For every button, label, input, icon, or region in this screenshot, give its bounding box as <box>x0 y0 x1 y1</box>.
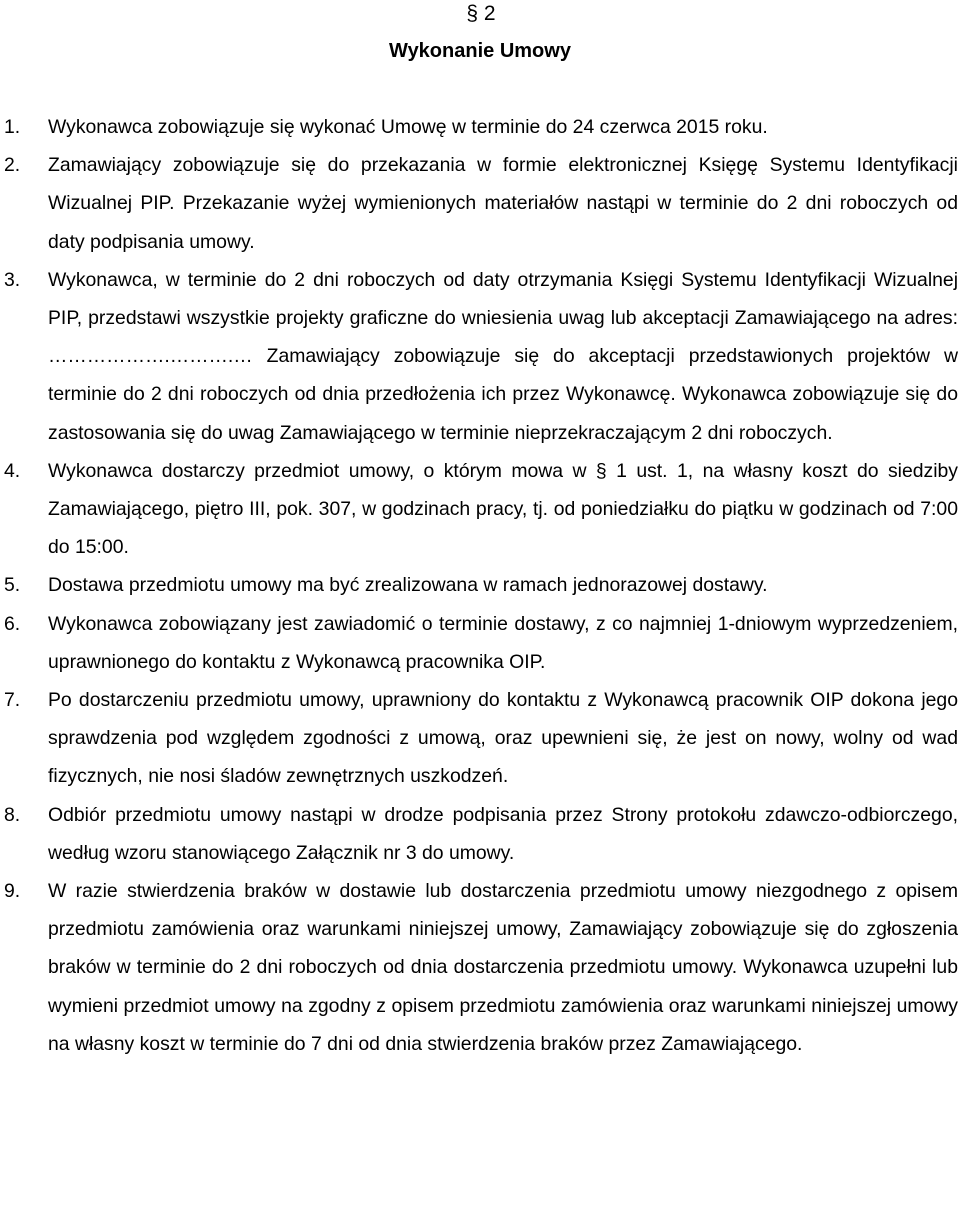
section-number: § 2 <box>466 2 496 25</box>
clause-1 <box>4 108 958 146</box>
clause-number: 7. <box>4 689 21 712</box>
clause-3 <box>4 261 958 452</box>
clause-number: 2. <box>4 154 21 177</box>
clause-text: Wykonawca zobowiązuje się wykonać Umowę w terminie do 24 czerwca 2015 roku. <box>48 116 768 138</box>
clause-5 <box>4 566 958 604</box>
clause-text: Odbiór przedmiotu umowy nastąpi w drodze podpisania przez Strony protokołu zdawczo-odbiorczego, według wzoru stanowiącego Załącznik nr 3 do umowy. <box>48 803 958 864</box>
clause-text: Wykonawca dostarczy przedmiot umowy, o którym mowa w § 1 ust. 1, na własny koszt do siedziby Zamawiającego, piętro III, pok. 307, w godzinach pracy, tj. od poniedziałku do piątku w godzinach od 7:00 do 15:00. <box>48 459 958 559</box>
clause-7 <box>4 681 958 796</box>
clause-text: Zamawiający zobowiązuje się do przekazania w formie elektronicznej Księgę Systemu Identyfikacji Wizualnej PIP. Przekazanie wyżej wymienionych materiałów nastąpi w terminie do 2 dni roboczych od daty podpisania umowy. <box>48 154 958 253</box>
clause-number: 1. <box>4 116 21 138</box>
clause-6 <box>4 605 958 681</box>
clause-number: 6. <box>4 612 21 635</box>
clause-number: 5. <box>4 574 21 597</box>
clause-4 <box>4 452 958 567</box>
clause-number: 8. <box>4 803 21 826</box>
clause-text: Po dostarczeniu przedmiotu umowy, uprawniony do kontaktu z Wykonawcą pracownik OIP dokona jego sprawdzenia pod względem zgodności z umową, oraz upewnieni się, że jest on nowy, wolny od wad fizycznych, nie nosi śladów zewnętrznych uszkodzeń. <box>48 689 958 788</box>
clause-text: W razie stwierdzenia braków w dostawie lub dostarczenia przedmiotu umowy niezgodnego z opisem przedmiotu zamówienia oraz warunkami niniejszej umowy, Zamawiający zobowiązuje się do zgłoszenia braków w terminie do 2 dni roboczych od dnia dostarczenia przedmiotu umowy. Wykonawca uzupełni lub wymieni przedmiot umowy na zgodny z opisem przedmiotu zamówienia oraz warunkami niniejszej umowy na własny koszt w terminie do 7 dni od dnia stwierdzenia braków przez Zamawiającego. <box>48 880 958 1055</box>
clause-text: Wykonawca zobowiązany jest zawiadomić o terminie dostawy, z co najmniej 1-dniowym wyprzedzeniem, uprawnionego do kontaktu z Wykonawcą pracownika OIP. <box>48 612 958 673</box>
clause-9 <box>4 872 958 1063</box>
clause-text: Dostawa przedmiotu umowy ma być zrealizowana w ramach jednorazowej dostawy. <box>48 574 768 597</box>
clause-number: 9. <box>4 880 21 903</box>
clause-number: 4. <box>4 459 21 482</box>
section-title: Wykonanie Umowy <box>389 40 571 62</box>
clause-2 <box>4 146 958 261</box>
clause-text: Wykonawca, w terminie do 2 dni roboczych od daty otrzymania Księgi Systemu Identyfikacji Wizualnej PIP, przedstawi wszystkie projekty graficzne do wniesienia uwag lub akceptacji Zamawiającego na adres: ……………….……….… Zamawiający zobowiązuje się do akceptacji przedstawionych projektów w terminie do 2 dni roboczych od dnia przedłożenia ich przez Wykonawcę. Wykonawca zobowiązuje się do zastosowania się do uwag Zamawiającego w terminie nieprzekraczającym 2 dni roboczych. <box>48 268 958 444</box>
clause-number: 3. <box>4 268 21 291</box>
clause-8 <box>4 796 958 872</box>
clause-list <box>4 108 958 1063</box>
